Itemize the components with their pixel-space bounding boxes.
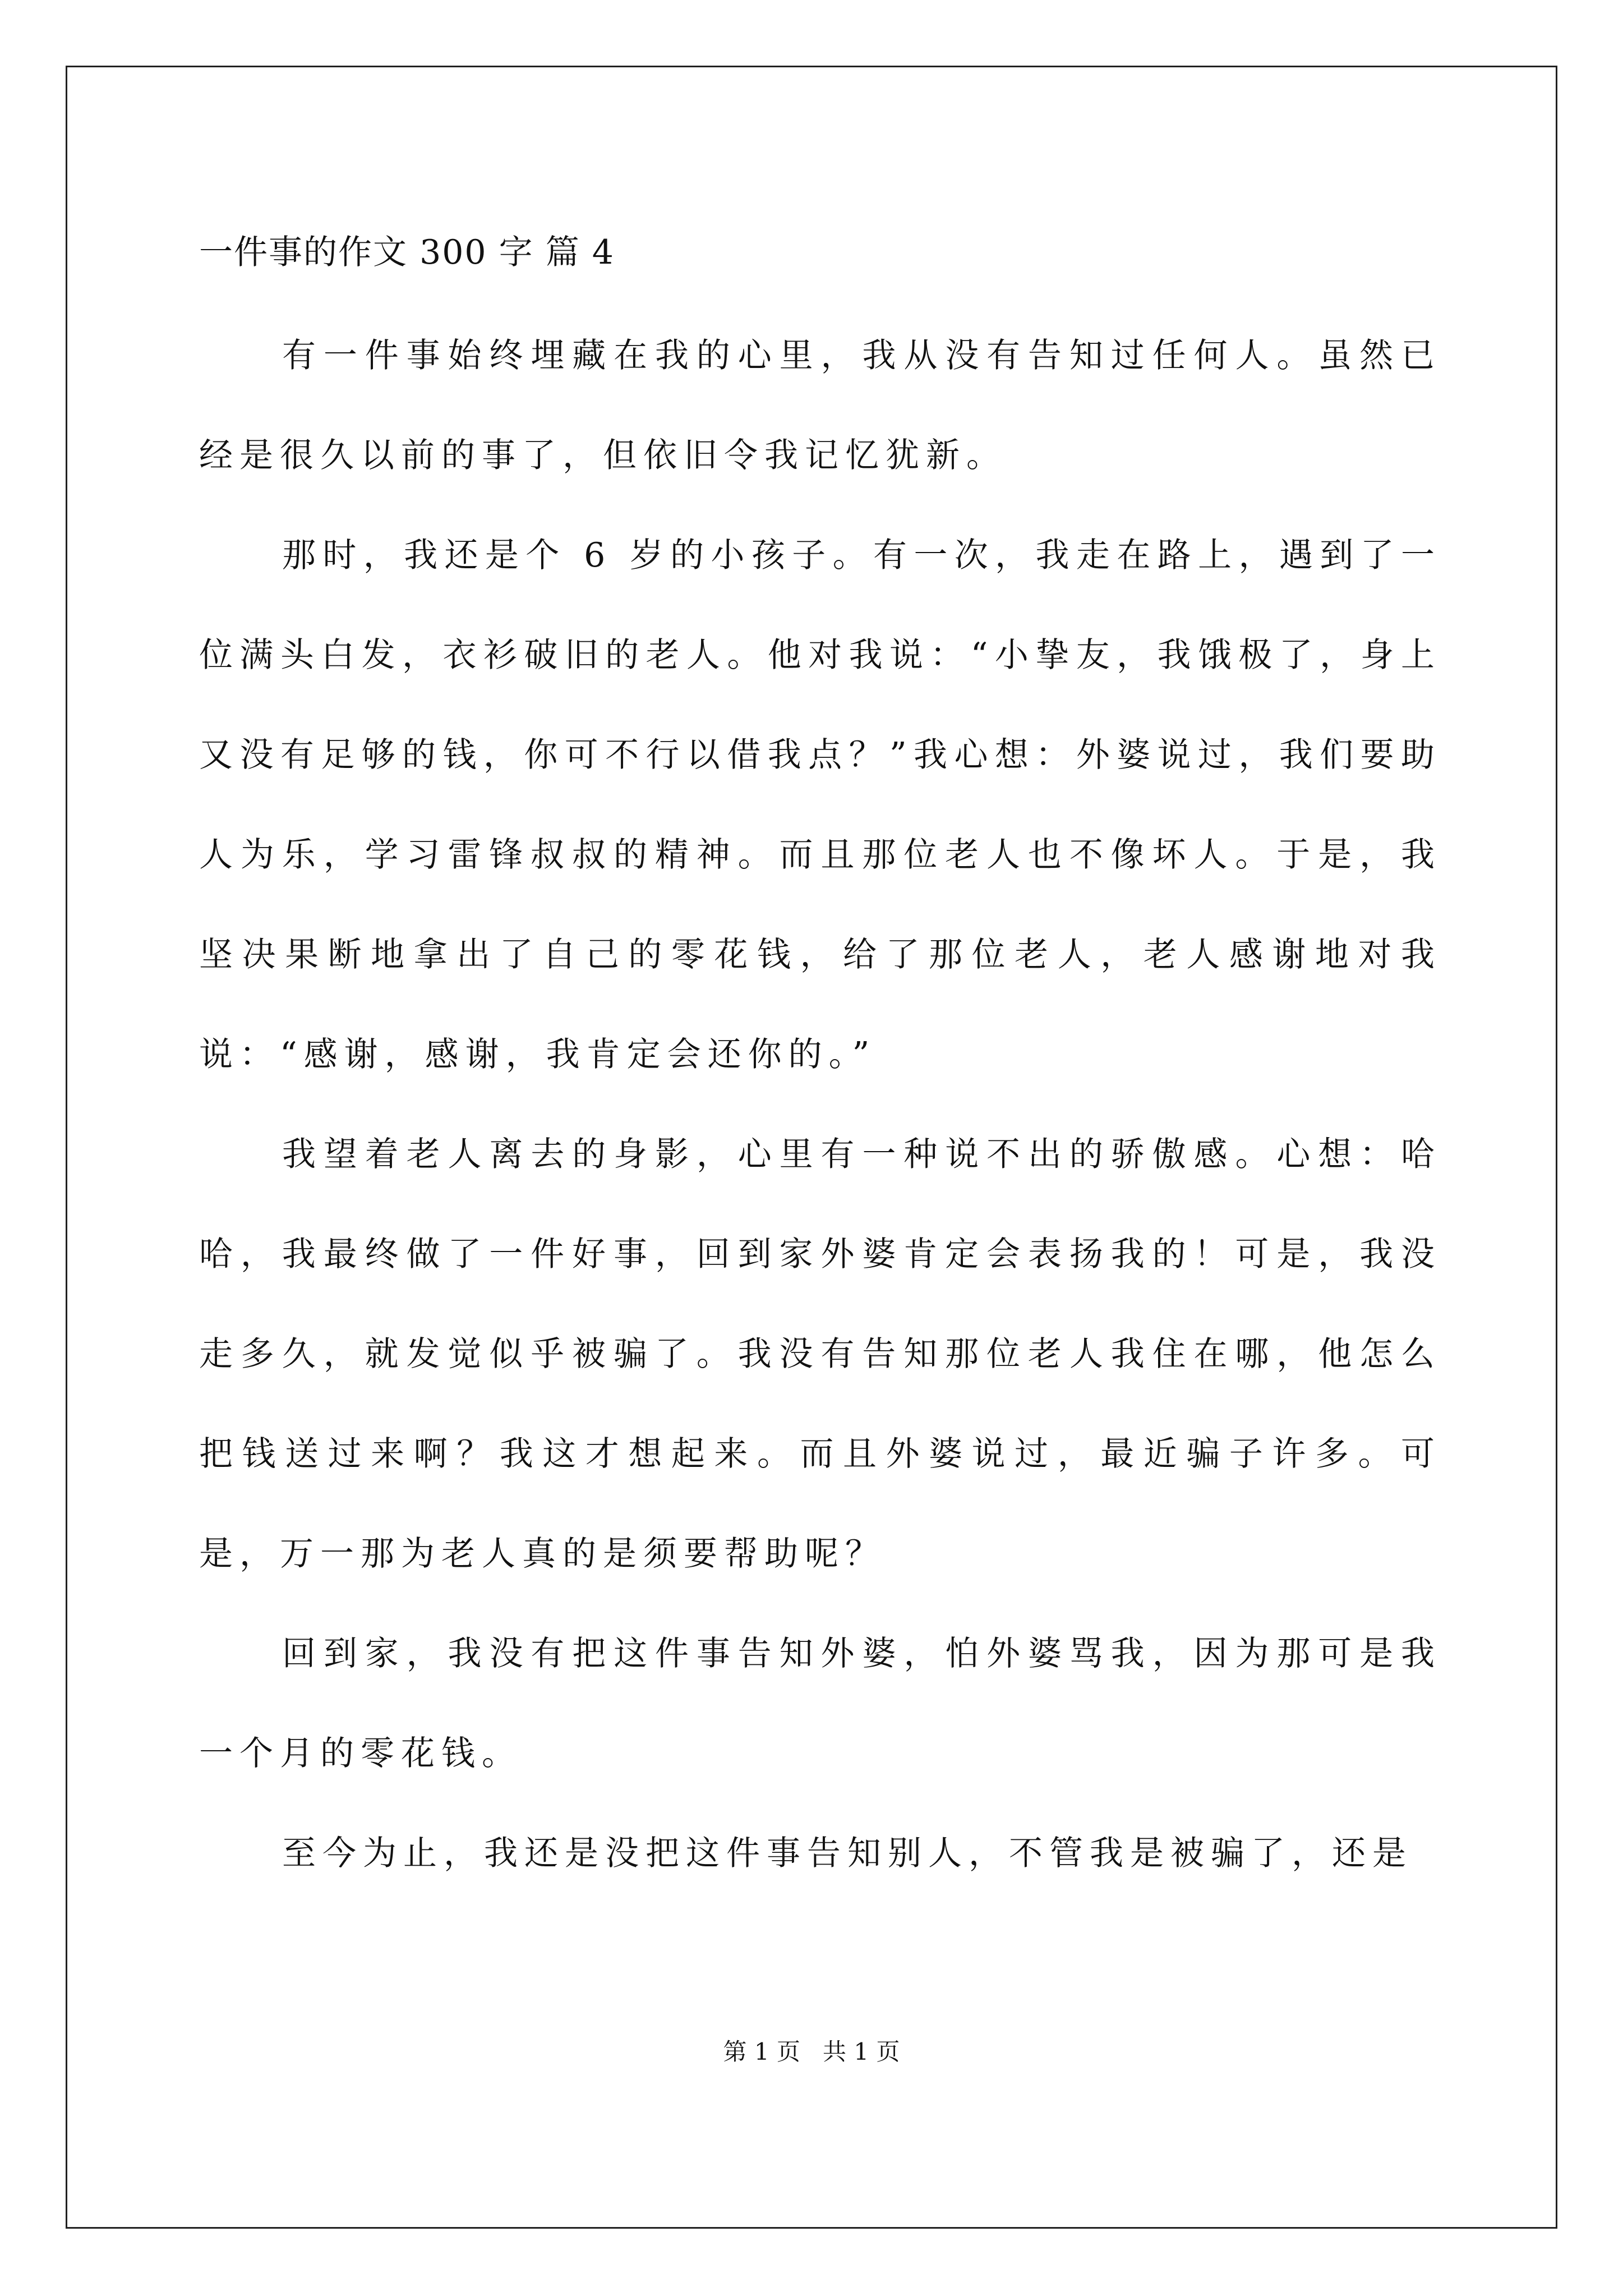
paragraph-2: 那时，我还是个 6 岁的小孩子。有一次，我走在路上，遇到了一位满头白发，衣衫破旧的老人。他对我说：“小挚友，我饿极了，身上又没有足够的钱，你可不行以借我点？”我心想：外婆说过，我们要助人为乐，学习雷锋叔叔的精神。而且那位老人也不像坏人。于是，我坚决果断地拿出了自己的零花钱，给了那位老人，老人感谢地对我说：“感谢，感谢，我肯定会还你的。” (199, 536, 1442, 1074)
page-number-footer: 第 1 页 共 1 页 (723, 2038, 900, 2065)
document-body (199, 306, 1441, 1903)
paragraph-1: 有一件事始终埋藏在我的心里，我从没有告知过任何人。虽然已经是很久以前的事了，但依旧令我记忆犹新。 (199, 336, 1441, 475)
paragraph-4: 回到家，我没有把这件事告知外婆，怕外婆骂我，因为那可是我一个月的零花钱。 (199, 1634, 1441, 1773)
document-title: 一件事的作文 300 字 篇 4 (199, 233, 615, 272)
paragraph-3: 我望着老人离去的身影，心里有一种说不出的骄傲感。心想：哈哈，我最终做了一件好事，回到家外婆肯定会表扬我的！可是，我没走多久，就发觉似乎被骗了。我没有告知那位老人我住在哪，他怎么把钱送过来啊？我这才想起来。而且外婆说过，最近骗子许多。可是，万一那为老人真的是须要帮助呢？ (199, 1135, 1441, 1573)
paragraph-5: 至今为止，我还是没把这件事告知别人，不管我是被骗了，还是 (282, 1834, 1413, 1873)
